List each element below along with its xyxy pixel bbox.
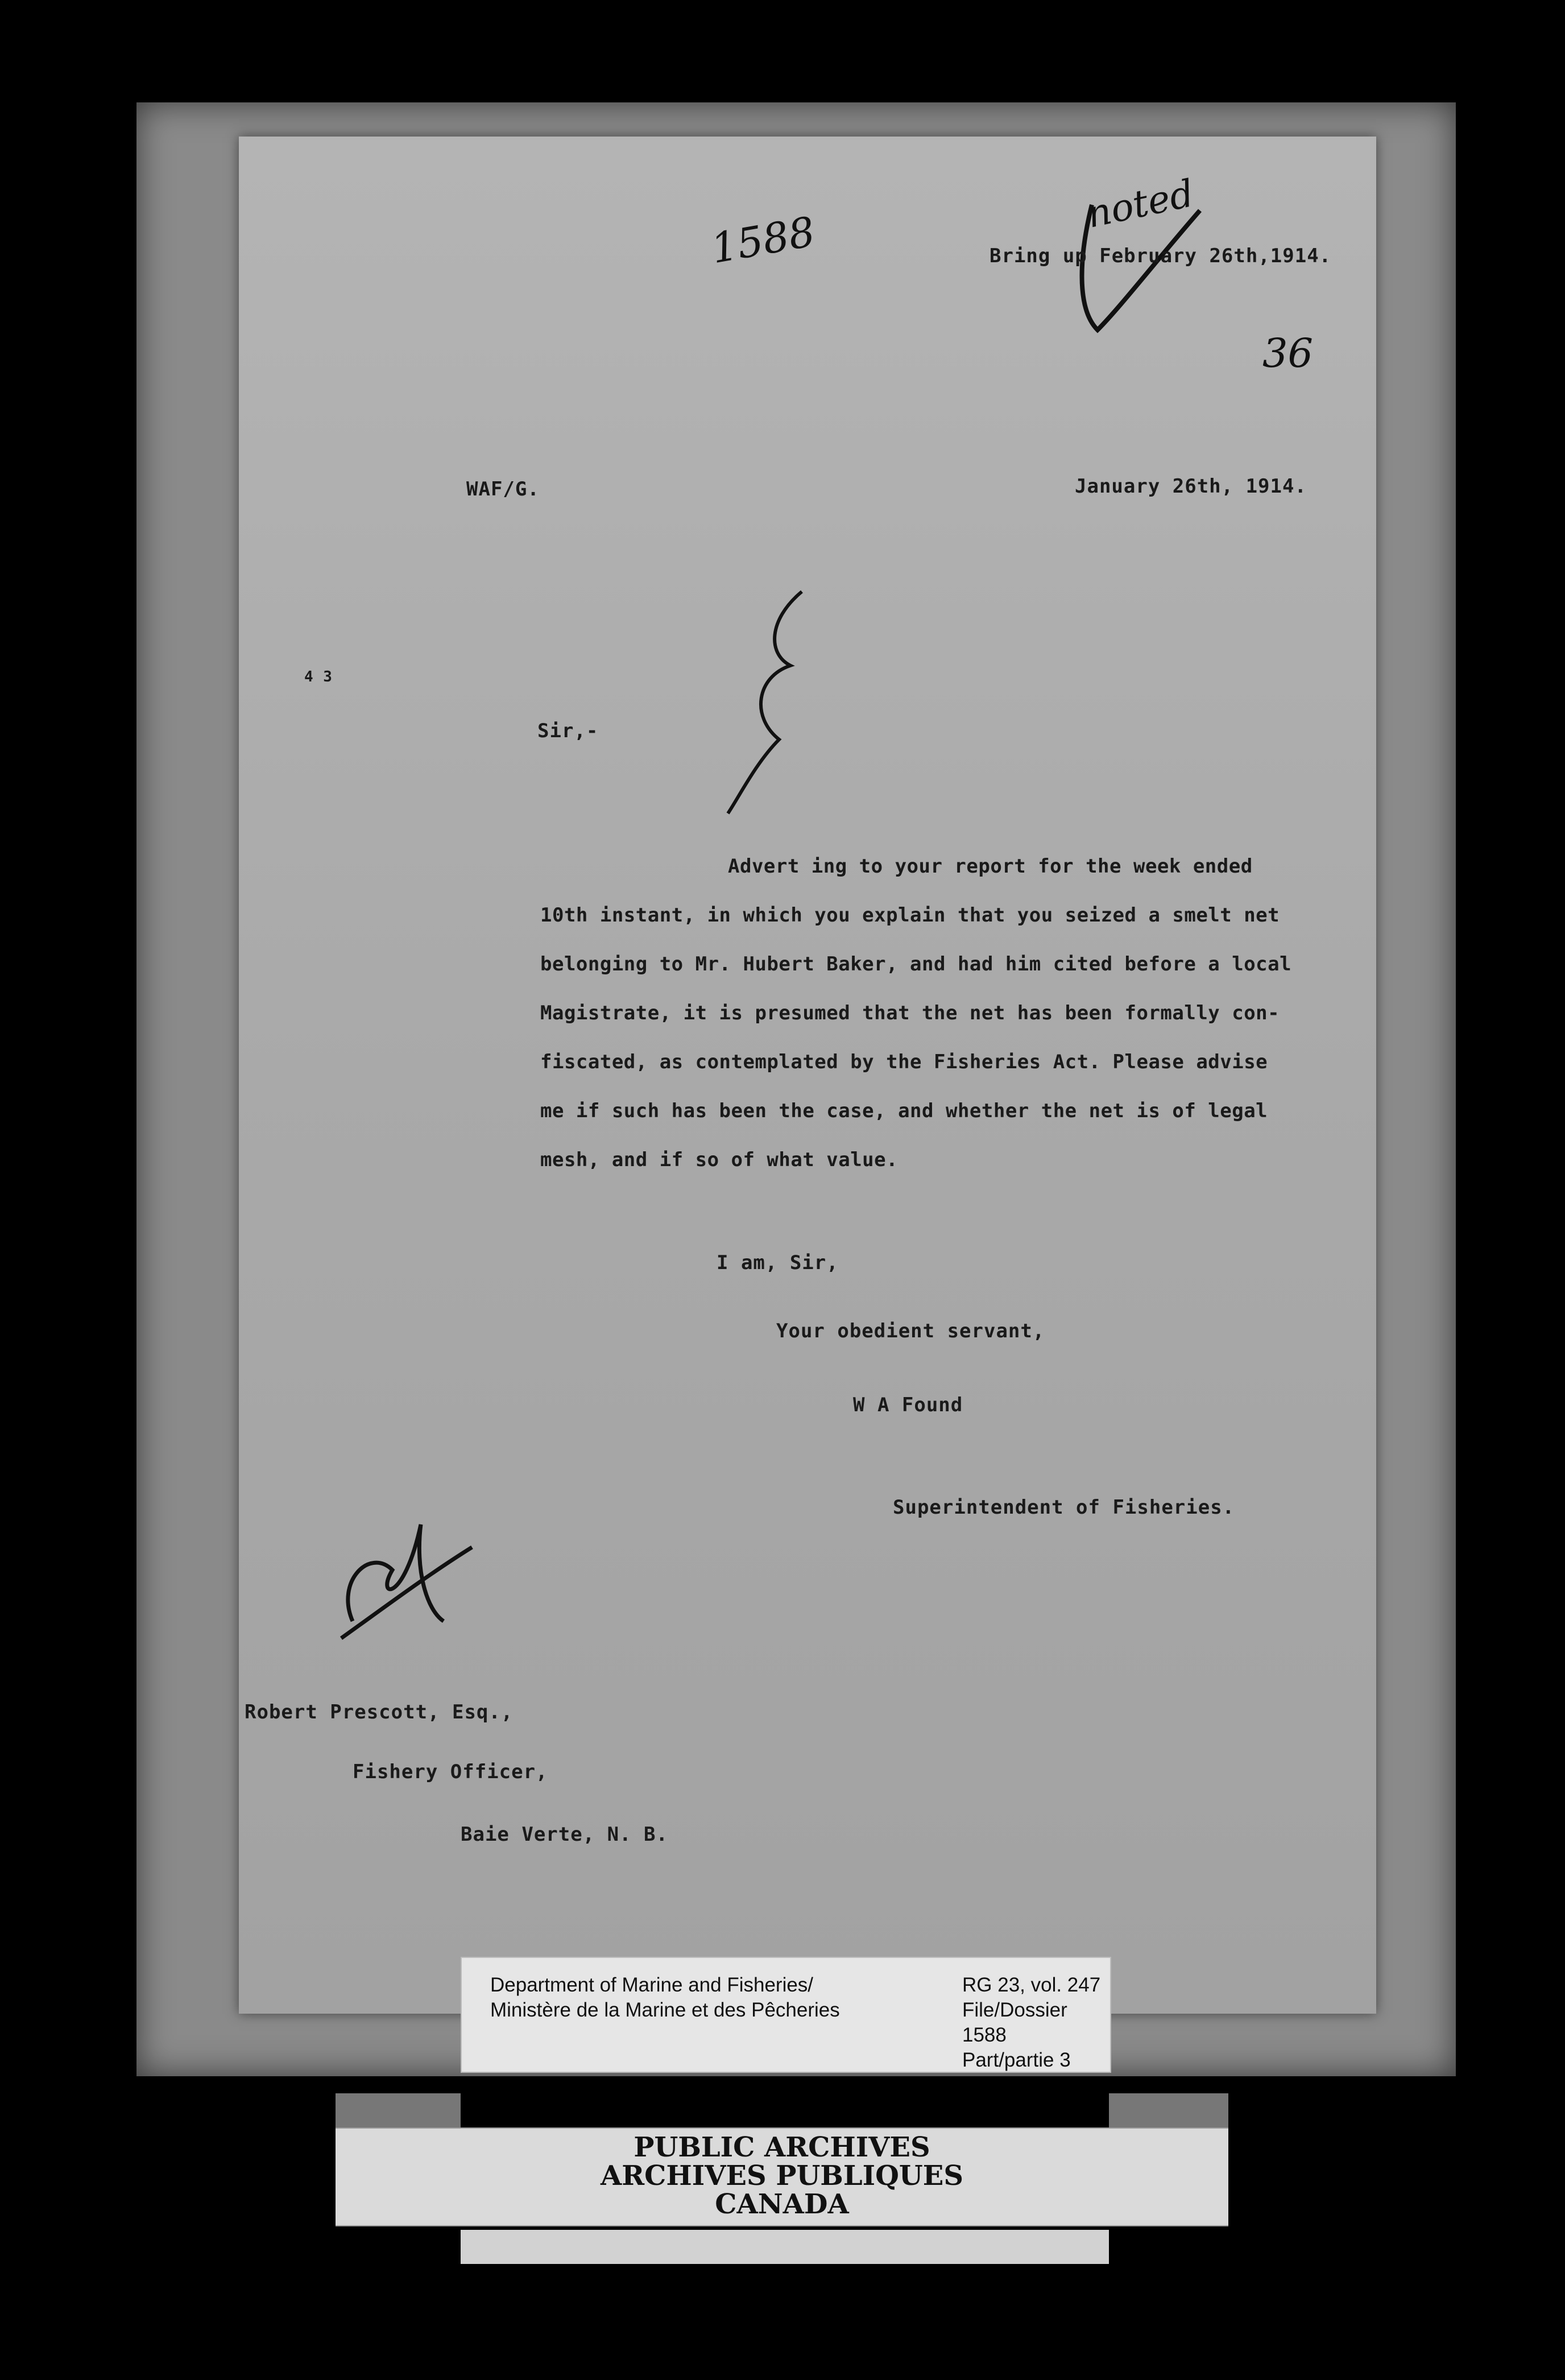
closing-line: I am, Sir, [717, 1251, 839, 1274]
handwritten-file-number: 1588 [707, 207, 819, 273]
signature-name: W A Found [853, 1394, 963, 1416]
department-english: Department of Marine and Fisheries/ [490, 1974, 814, 1996]
department-block [490, 1973, 840, 2023]
body-line: mesh, and if so of what value. [540, 1148, 899, 1171]
body-line: Advert ing to your report for the week ended [728, 855, 1253, 878]
closing-servant: Your obedient servant, [776, 1320, 1045, 1342]
handwritten-page-number: 36 [1262, 330, 1314, 377]
body-line: fiscated, as contemplated by the Fisheries Act. Please advise [540, 1051, 1268, 1073]
letter-page [239, 137, 1376, 2014]
file-reference-block [962, 1973, 1110, 2073]
addressee-title: Fishery Officer, [353, 1761, 548, 1783]
archives-line-en: PUBLIC ARCHIVES [634, 2131, 930, 2163]
bring-up-note: Bring up February 26th,1914. [989, 245, 1332, 267]
part-partie: Part/partie 3 [962, 2049, 1071, 2071]
file-dossier: File/Dossier 1588 [962, 1999, 1067, 2046]
archives-line-country: CANADA [715, 2188, 849, 2220]
salutation: Sir,- [537, 720, 599, 742]
handwritten-letter-e [717, 580, 830, 819]
public-archives-banner [336, 2127, 1228, 2226]
signature-title: Superintendent of Fisheries. [893, 1496, 1235, 1519]
archives-line-fr: ARCHIVES PUBLIQUES [601, 2160, 963, 2192]
letter-date: January 26th, 1914. [1075, 475, 1307, 498]
archive-reference-card [461, 1957, 1111, 2073]
reference-initials: WAF/G. [466, 478, 540, 501]
archive-label [336, 1957, 1228, 2275]
label-bottom-strip [461, 2230, 1109, 2264]
addressee-location: Baie Verte, N. B. [461, 1823, 668, 1846]
body-line: 10th instant, in which you explain that you seized a smelt net [540, 904, 1280, 927]
archives-title [336, 2133, 1228, 2218]
handwritten-initials [330, 1513, 478, 1644]
body-line: me if such has been the case, and whether the net is of legal [540, 1100, 1268, 1122]
department-french: Ministère de la Marine et des Pêcheries [490, 1999, 840, 2021]
addressee-name: Robert Prescott, Esq., [245, 1701, 514, 1724]
body-line: belonging to Mr. Hubert Baker, and had him cited before a local [540, 953, 1292, 976]
photo-mount [136, 102, 1456, 2076]
stray-mark: 4 3 [304, 668, 333, 685]
handwritten-noted: noted [1083, 171, 1198, 237]
record-group: RG 23, vol. 247 [962, 1974, 1101, 1996]
body-line: Magistrate, it is presumed that the net has been formally con- [540, 1002, 1280, 1024]
letter-body [540, 842, 1371, 1184]
handwritten-check-mark [1058, 193, 1206, 341]
